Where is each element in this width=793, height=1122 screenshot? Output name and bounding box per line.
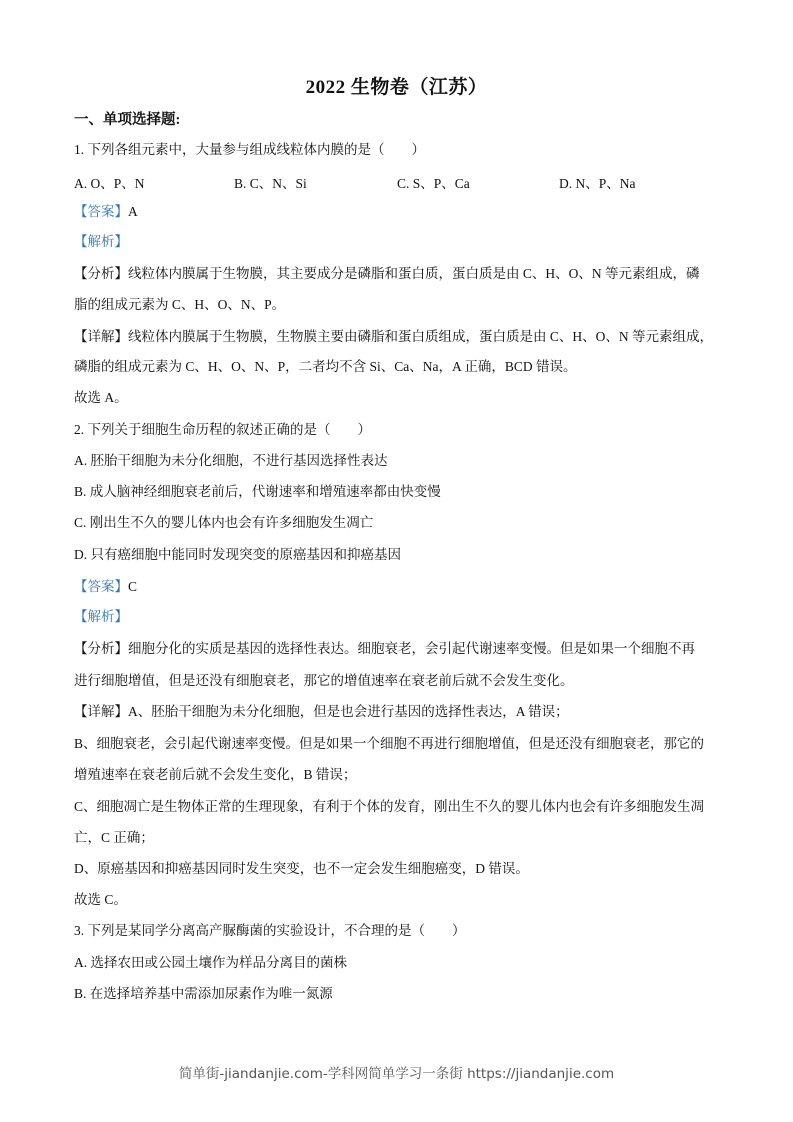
- q2-xiangjie-line-2: B、细胞衰老，会引起代谢速率变慢。但是如果一个细胞不再进行细胞增值，但是还没有细胞衰老，那它的: [74, 736, 705, 751]
- q1-xiangjie-line-2: 磷脂的组成元素为 C、H、O、N、P，二者均不含 Si、Ca、Na，A 正确，BCD 错误。: [74, 359, 577, 374]
- q2-answer: [74, 578, 137, 596]
- q2-xiangjie-line-4: C、细胞凋亡是生物体正常的生理现象，有利于个体的发育，刚出生不久的婴儿体内也会有许多细胞发生凋: [74, 799, 705, 814]
- fenxi-text: 细胞分化的实质是基因的选择性表达。细胞衰老，会引起代谢速率变慢。但是如果一个细胞不再: [128, 641, 695, 656]
- q3-option-a: A. 选择农田或公园土壤作为样品分离目的菌株: [74, 955, 347, 970]
- xiangjie-label: 【详解】: [74, 704, 128, 719]
- page-title: 2022 生物卷（江苏）: [305, 77, 488, 98]
- q2-fenxi-line-1: [74, 640, 695, 658]
- question-3-stem: 3. 下列是某同学分离高产脲酶菌的实验设计，不合理的是（ ）: [74, 923, 466, 938]
- q1-xiangjie-line-1: [74, 328, 713, 346]
- answer-value: A: [128, 204, 138, 219]
- q1-option-a: A. O、P、N: [74, 176, 145, 191]
- question-1-stem: 1. 下列各组元素中，大量参与组成线粒体内膜的是（ ）: [74, 142, 425, 157]
- q2-xiangjie-line-5: 亡，C 正确；: [74, 830, 154, 845]
- q2-option-a: A. 胚胎干细胞为未分化细胞，不进行基因选择性表达: [74, 453, 388, 468]
- q1-analysis-label: 【解析】: [74, 234, 128, 249]
- q2-option-b: B. 成人脑神经细胞衰老前后，代谢速率和增殖速率都由快变慢: [74, 484, 441, 499]
- q2-analysis-label: 【解析】: [74, 609, 128, 624]
- q2-xiangjie-line-6: D、原癌基因和抑癌基因同时发生突变，也不一定会发生细胞癌变，D 错误。: [74, 861, 529, 876]
- q1-option-c: C. S、P、Ca: [397, 176, 470, 191]
- section-heading: 一、单项选择题:: [74, 112, 181, 128]
- fenxi-text: 线粒体内膜属于生物膜，其主要成分是磷脂和蛋白质，蛋白质是由 C、H、O、N 等元素组成，磷: [128, 266, 700, 281]
- q2-option-d: D. 只有癌细胞中能同时发现突变的原癌基因和抑癌基因: [74, 547, 401, 562]
- footer-watermark: 简单街-jiandanjie.com-学科网简单学习一条街 https://jiandanjie.com: [178, 1066, 615, 1082]
- q1-answer: [74, 203, 138, 221]
- fenxi-label: 【分析】: [74, 266, 128, 281]
- xiangjie-text: 线粒体内膜属于生物膜，生物膜主要由磷脂和蛋白质组成，蛋白质是由 C、H、O、N 等元素组成，: [128, 329, 714, 344]
- q1-option-b: B. C、N、Si: [234, 176, 307, 191]
- q2-conclusion: 故选 C。: [74, 892, 127, 907]
- answer-label: 【答案】: [74, 579, 128, 594]
- q2-fenxi-line-2: 进行细胞增值，但是还没有细胞衰老，那它的增值速率在衰老前后就不会发生变化。: [74, 673, 574, 688]
- xiangjie-label: 【详解】: [74, 329, 128, 344]
- q2-xiangjie-line-3: 增殖速率在衰老前后就不会发生变化，B 错误；: [74, 767, 357, 782]
- q3-option-b: B. 在选择培养基中需添加尿素作为唯一氮源: [74, 986, 333, 1001]
- q1-option-d: D. N、P、Na: [559, 176, 636, 191]
- q2-option-c: C. 刚出生不久的婴儿体内也会有许多细胞发生凋亡: [74, 515, 374, 530]
- q1-fenxi-line-1: [74, 265, 700, 283]
- answer-label: 【答案】: [74, 204, 128, 219]
- fenxi-label: 【分析】: [74, 641, 128, 656]
- xiangjie-text: A、胚胎干细胞为未分化细胞，但是也会进行基因的选择性表达，A 错误；: [128, 704, 569, 719]
- q1-fenxi-line-2: 脂的组成元素为 C、H、O、N、P。: [74, 297, 286, 312]
- question-2-stem: 2. 下列关于细胞生命历程的叙述正确的是（ ）: [74, 422, 371, 437]
- q2-xiangjie-line-1: [74, 703, 569, 721]
- answer-value: C: [128, 579, 138, 594]
- q1-conclusion: 故选 A。: [74, 390, 128, 405]
